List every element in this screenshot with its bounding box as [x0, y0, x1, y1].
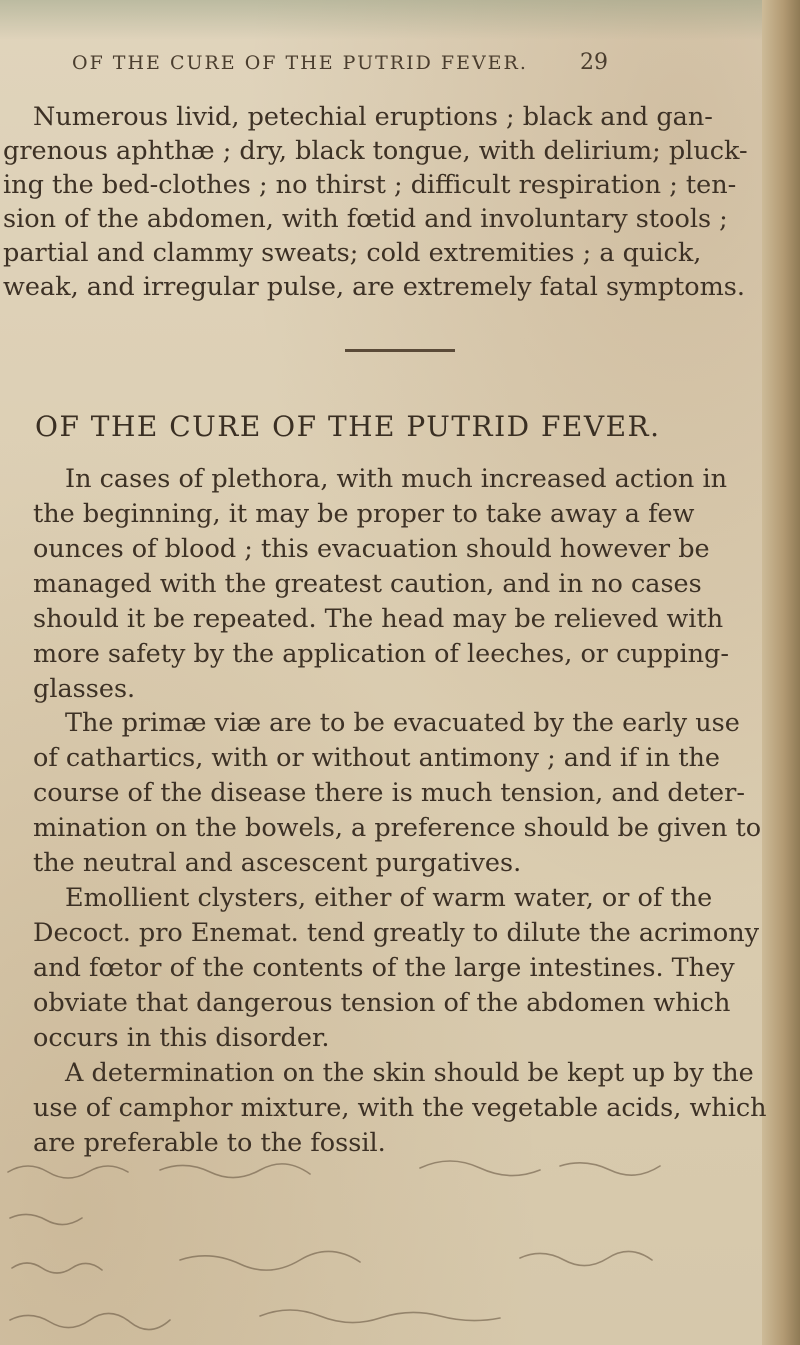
paragraph-4-line-4: obviate that dangerous tension of the abdomen which — [33, 988, 731, 1018]
paragraph-3-line-4: mination on the bowels, a preference should be given to — [33, 813, 762, 843]
paragraph-4-line-1: Emollient clysters, either of warm water, or of the — [65, 883, 713, 913]
paragraph-2-line-5: should it be repeated. The head may be relieved with — [33, 604, 724, 634]
paragraph-1-line-6: weak, and irregular pulse, are extremely fatal symptoms. — [3, 272, 746, 302]
page-top-shading — [0, 0, 800, 40]
paragraph-2-line-3: ounces of blood ; this evacuation should however be — [33, 534, 710, 564]
paragraph-3-line-5: the neutral and ascescent purgatives. — [33, 848, 522, 878]
paragraph-1-line-3: ing the bed-clothes ; no thirst ; difficult respiration ; ten- — [3, 170, 737, 200]
paragraph-2-line-7: glasses. — [33, 674, 136, 704]
paragraph-4-line-5: occurs in this disorder. — [33, 1023, 330, 1053]
paragraph-1-line-4: sion of the abdomen, with fœtid and involuntary stools ; — [3, 204, 728, 234]
section-divider-rule — [345, 349, 455, 352]
paragraph-2-line-6: more safety by the application of leeches, or cupping- — [33, 639, 729, 669]
running-head-title: OF THE CURE OF THE PUTRID FEVER. — [72, 52, 528, 74]
paragraph-2-line-1: In cases of plethora, with much increased action in — [65, 464, 728, 494]
paragraph-1-line-2: grenous aphthæ ; dry, black tongue, with delirium; pluck- — [3, 136, 748, 166]
paragraph-2-line-2: the beginning, it may be proper to take away a few — [33, 499, 695, 529]
paragraph-3-line-2: of cathartics, with or without antimony ; and if in the — [33, 743, 721, 773]
paragraph-1-line-5: partial and clammy sweats; cold extremities ; a quick, — [3, 238, 702, 268]
paragraph-5-line-3: are preferable to the fossil. — [33, 1128, 386, 1158]
page-number: 29 — [580, 50, 608, 75]
paragraph-5-line-2: use of camphor mixture, with the vegetable acids, which — [33, 1093, 767, 1123]
section-heading: OF THE CURE OF THE PUTRID FEVER. — [35, 410, 661, 443]
paragraph-4-line-2: Decoct. pro Enemat. tend greatly to dilute the acrimony — [33, 918, 760, 948]
paragraph-2-line-4: managed with the greatest caution, and in no cases — [33, 569, 702, 599]
paragraph-1-line-1: Numerous livid, petechial eruptions ; black and gan- — [33, 102, 713, 132]
paragraph-3-line-3: course of the disease there is much tension, and deter- — [33, 778, 745, 808]
paragraph-5-line-1: A determination on the skin should be kept up by the — [65, 1058, 754, 1088]
paragraph-4-line-3: and fœtor of the contents of the large intestines. They — [33, 953, 735, 983]
paragraph-3-line-1: The primæ viæ are to be evacuated by the early use — [65, 708, 740, 738]
handwritten-marginalia — [0, 1140, 760, 1340]
